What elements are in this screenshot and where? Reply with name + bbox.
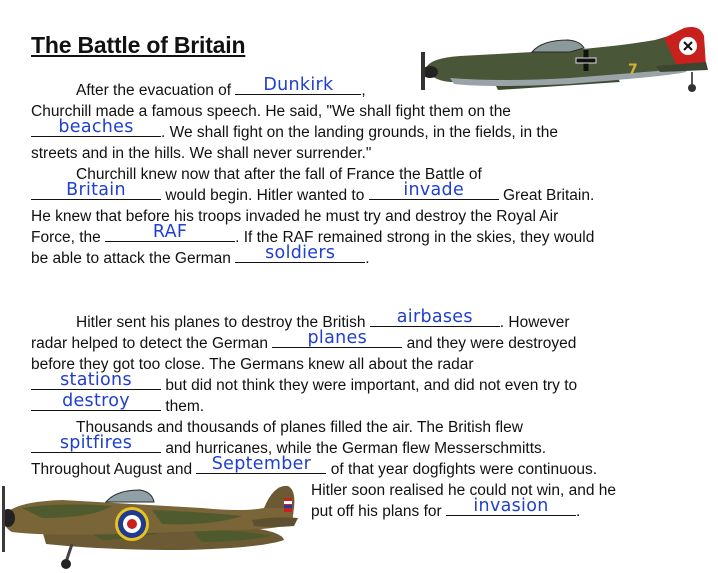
answer-dunkirk: Dunkirk xyxy=(263,75,334,95)
p2-line-1: Churchill knew now that after the fall of France the Battle of xyxy=(76,166,482,183)
p4-line-5: put off his plans for invasion . xyxy=(311,496,581,520)
answer-invasion: invasion xyxy=(473,496,549,516)
answer-invade: invade xyxy=(403,180,465,200)
blank-invasion xyxy=(446,496,576,516)
p1-line-3: beaches . We shall fight on the landing grounds, in the fields, in the xyxy=(31,122,558,143)
blank-stations xyxy=(31,370,161,390)
p1-line-1: After the evacuation of Dunkirk , xyxy=(76,75,366,99)
answer-spitfires: spitfires xyxy=(59,433,133,453)
p2-line-4: Force, the RAF . If the RAF remained strong in the skies, they would xyxy=(31,222,595,246)
blank-britain xyxy=(31,180,161,200)
p4-line-4: Hitler soon realised he could not win, and he xyxy=(311,482,617,499)
answer-september: September xyxy=(211,454,312,474)
answer-destroy: destroy xyxy=(62,391,130,411)
p2-line-2: Britain would begin. Hitler wanted to invade Great Britain. xyxy=(31,185,594,206)
p4-line-2: spitfires and hurricanes, while the German flew Messerschmitts. xyxy=(31,438,546,459)
blank-soldiers xyxy=(235,243,365,263)
p2-line-5: be able to attack the German soldiers . xyxy=(31,243,370,267)
answer-raf: RAF xyxy=(152,222,188,242)
blank-spitfires xyxy=(31,433,161,453)
page-title: The Battle of Britain xyxy=(31,32,246,58)
blank-raf xyxy=(105,222,235,242)
answer-stations: stations xyxy=(60,370,132,390)
answer-airbases: airbases xyxy=(396,307,473,327)
aircraft-number-marking: 7 xyxy=(628,62,638,78)
p3-line-5: destroy them. xyxy=(31,396,204,417)
answer-planes: planes xyxy=(307,328,367,348)
p3-line-1: Hitler sent his planes to destroy the British airbases . However xyxy=(76,307,570,331)
p1-line-2: Churchill made a famous speech. He said, "We shall fight them on the xyxy=(31,103,511,120)
messerschmitt-plane-image xyxy=(420,22,712,100)
blank-september xyxy=(196,454,326,474)
spitfire-plane-image xyxy=(2,478,302,570)
p3-line-2: radar helped to detect the German planes and they were destroyed xyxy=(31,328,577,352)
p4-line-3: Throughout August and September of that year dogfights were continuous. xyxy=(31,454,598,478)
p3-line-3: before they got too close. The Germans knew all about the radar xyxy=(31,356,474,373)
p3-line-4: stations but did not think they were important, and did not even try to xyxy=(31,375,577,396)
p4-line-1: Thousands and thousands of planes filled the air. The British flew xyxy=(76,419,523,436)
blank-invade xyxy=(369,180,499,200)
blank-beaches xyxy=(31,117,161,137)
p1-line-4: streets and in the hills. We shall never surrender." xyxy=(31,145,372,162)
answer-beaches: beaches xyxy=(58,117,134,137)
blank-airbases xyxy=(370,307,500,327)
answer-britain: Britain xyxy=(66,180,126,200)
blank-planes xyxy=(272,328,402,348)
blank-dunkirk xyxy=(235,75,361,95)
answer-soldiers: soldiers xyxy=(265,243,336,263)
p2-line-3: He knew that before his troops invaded he must try and destroy the Royal Air xyxy=(31,208,559,225)
